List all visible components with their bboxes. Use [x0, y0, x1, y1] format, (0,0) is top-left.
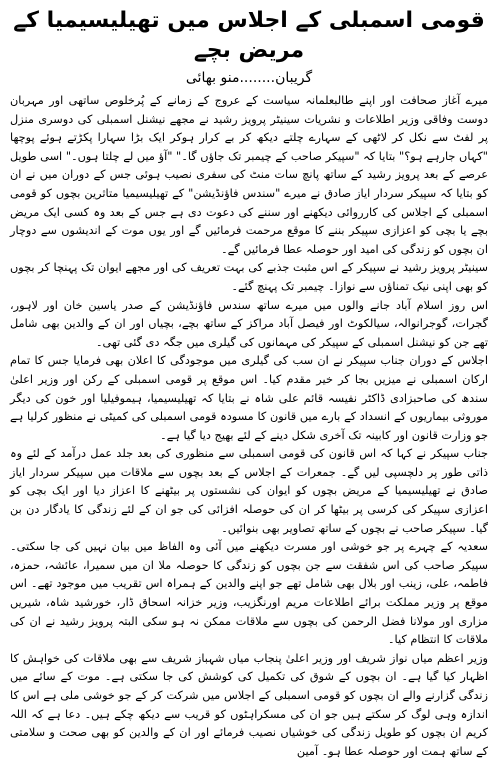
article-byline: گریبان........منو بھائی — [185, 70, 313, 86]
article-body — [10, 92, 488, 761]
article-paragraph-7: وزیر اعظم میاں نواز شریف اور وزیر اعلیٰ پنجاب میاں شہباز شریف سے بھی ملاقات کی خواہش کا اظہار کیا گیا ہے۔ ان بچوں کے شوق کی تکمیل کی کوشش کی جا سکتی ہے۔ موت کے سائے میں زندگی گزارنے والے ان بچوں کو قومی اسمبلی کے اجلاس میں شرکت کر کے جو خوشی ملی ہے اس کا اندازہ وہی لوگ کر سکتے ہیں جو ان کی مسکراہٹوں کو قریب سے دیکھ چکے ہیں۔ دعا ہے کہ اللہ کریم ان بچوں کو طویل زندگی کی خوشیاں نصیب فرمائے اور ان کے والدین کو بھی صحت و سلامتی کے ساتھ ہمت اور حوصلہ عطا ہو۔ آمین — [10, 651, 488, 758]
article-headline: قومی اسمبلی کے اجلاس میں تھیلیسیمیا کے مریض بچے — [13, 8, 485, 63]
article-paragraph-2: سینیٹر پرویز رشید نے سپیکر کے اس مثبت جذبے کی بہت تعریف کی اور مجھے ایوان تک پہنچا کر بچوں کو بھی اپنی نیک تمناؤں سے نوازا۔ چیمبر تک پہنچ گئے۔ — [10, 261, 488, 293]
article-paragraph-1: میرے آغاز صحافت اور اپنے طالبعلمانہ سیاست کے عروج کے زمانے کے پُرخلوص ساتھی اور مہربان دوست وفاقی وزیر اطلاعات و نشریات سینیٹر پرویز رشید نے مجھے نیشنل اسمبلی کی دوسری منزل پر لفٹ سے نکل کر لاٹھی کے سہارے چلتے دیکھ کر بے کرار ہوکر ایک بڑا سہارا پکڑتے ہوئے پوچھا "کہاں جارہے ہو؟" بتایا کہ "سپیکر صاحب کے چیمبر تک جاؤں گا۔" "آؤ میں لے چلتا ہوں۔" اسی طویل عرصے کے بعد پرویز رشید کے ساتھ پانچ سات منٹ کی سفری نصیب ہوئی جس کے دوران میں نے ان کو بتایا کہ سپیکر سردار ایاز صادق نے میرے "سندس فاؤنڈیشن" کے تھیلیسیمیا متاثرین بچوں کو قومی اسمبلی کے اجلاس کی کارروائی دیکھنے اور سننے کی دعوت دی ہے جس کے بعد وہ کسی ایک مریض بچے یا بچی کو اعزازی سپیکر بننے کا موقع مرحمت فرمائیں گے اور یوں موت کے اندیشوں سے دوچار ان بچوں کو زندگی کی امید اور حوصلہ عطا فرمائیں گے۔ — [10, 94, 488, 256]
article-paragraph-3: اس روز اسلام آباد جانے والوں میں میرے ساتھ سندس فاؤنڈیشن کے صدر یاسین خان اور لاہور، گجرات، گوجرانوالہ، سیالکوٹ اور فیصل آباد مراکز کے ساتھ بچے، بچیاں اور ان کے والدین بھی شامل تھے جن کو نیشنل اسمبلی کے سپیکر کی مہمانوں کی گیلری میں جگہ دی گئی تھی۔ — [10, 298, 488, 349]
article-paragraph-6: سعدیہ کے چہرے پر جو خوشی اور مسرت دیکھنے میں آئی وہ الفاظ میں بیان نہیں کی جا سکتی۔ سپیکر صاحب کی اس شفقت سے جن بچوں کو زندگی کا حوصلہ ملا ان میں سمیرا، عائشہ، حمزہ، فاطمہ، علی، زینب اور بلال بھی شامل تھے جو اپنے والدین کے ہمراہ اس تقریب میں موجود تھے۔ اس موقع پر وزیر مملکت برائے اطلاعات مریم اورنگزیب، وزیر خزانہ اسحاق ڈار، خورشید شاہ، شیریں مزاری اور مولانا فضل الرحمن کی بچوں سے ملاقات ممکن نہ ہو سکی البتہ پرویز رشید نے ان کی ملاقات کا انتظام کیا۔ — [10, 540, 488, 647]
article-paragraph-4: اجلاس کے دوران جناب سپیکر نے ان سب کی گیلری میں موجودگی کا اعلان بھی فرمایا جس کا تمام ارکان اسمبلی نے میزیں بجا کر خیر مقدم کیا۔ اس موقع پر قومی اسمبلی کے رکن اور وزیر اعلیٰ سندھ کی صاحبزادی ڈاکٹر نفیسہ قائم علی شاہ نے بتایا کہ تھیلیسیمیا، ہیموفیلیا اور خون کی دیگر موروثی بیماریوں کے انسداد کے بارے میں قانون کا مسودہ قومی اسمبلی کی کمیٹی نے منظور کرلیا ہے جو وزارت قانون اور کابینہ تک آخری شکل دینے کے لئے بھیج دیا گیا ہے۔ — [10, 354, 488, 442]
article-paragraph-5: جناب سپیکر نے کہا کہ اس قانون کی قومی اسمبلی سے منظوری کی بعد جلد عمل درآمد کے لئے وہ ذاتی طور پر دلچسپی لیں گے۔ جمعرات کے اجلاس کے بعد بچوں سے ملاقات میں سپیکر سردار ایاز صادق نے تھیلیسیمیا کے مریض بچوں کو ایوان کی نشستوں پر بیٹھنے کا اعزاز دیا اور ایک بچی کو اعزازی سپیکر کی کرسی پر بیٹھا کر ان کی حوصلہ افزائی کی جو ان کے لئے زندگی کا یادگار دن بن گیا۔ سپیکر صاحب نے بچوں کے ساتھ تصاویر بھی بنوائیں۔ — [10, 447, 488, 535]
